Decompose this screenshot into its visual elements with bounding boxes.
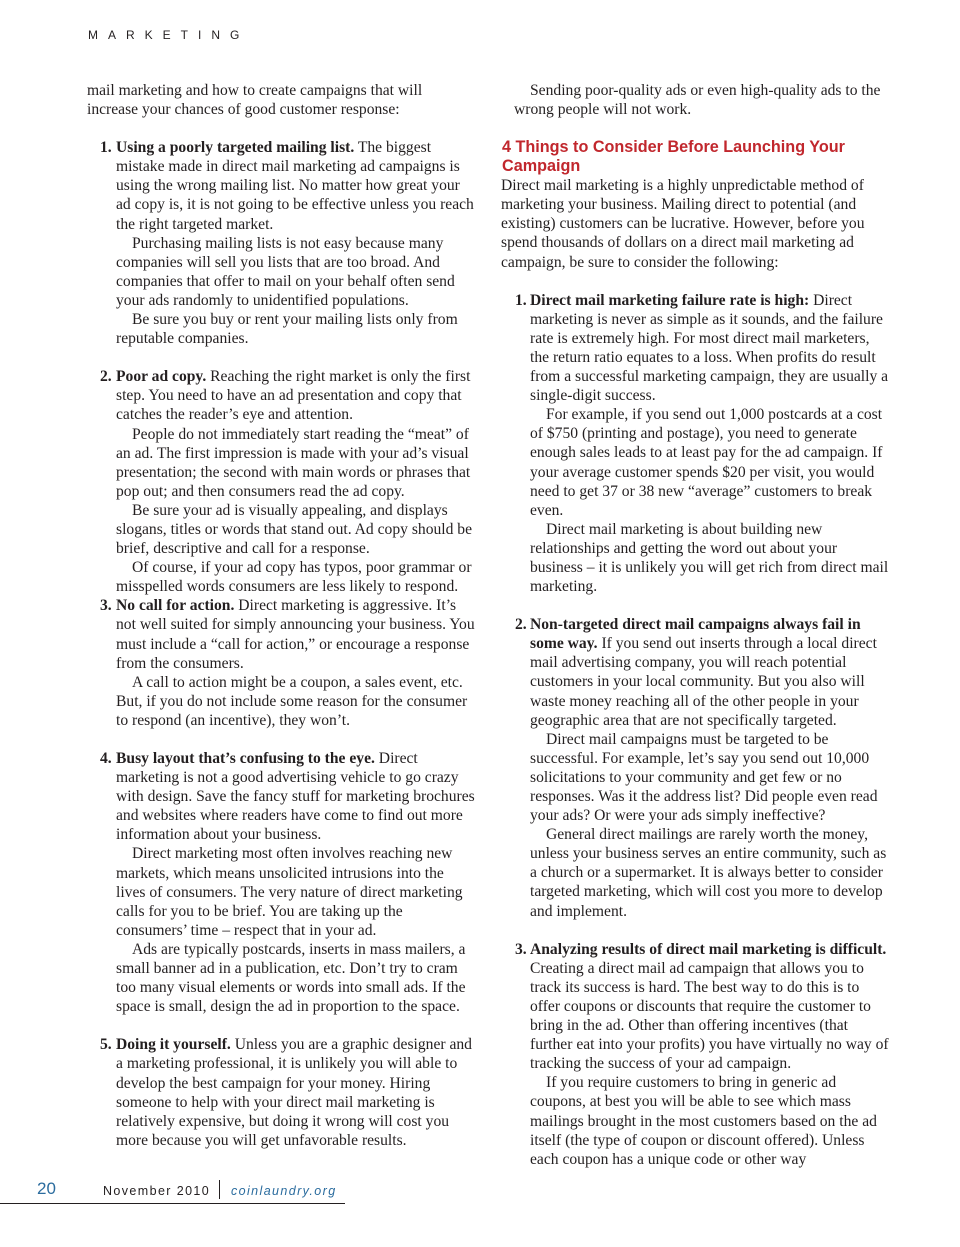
item-lead: [116, 138, 475, 233]
item-text: Unless you are a graphic designer and a marketing professional, it is unlikely you will able to develop the best campaign for your money. Hiring someone to help with your direct mail marketing is relatively expensive, but doing it wrong will cost you more because you will get unfavorable results.: [116, 1036, 472, 1149]
item-lead: [116, 749, 475, 844]
item-number: 3.: [100, 597, 112, 615]
item-title: Doing it yourself.: [116, 1036, 231, 1054]
item-text: If you send out inserts through a local direct mail advertising company, you will reach potential customers in your local community. But you also will waste money reaching all of the other people in your geographic area that are not specifically targeted.: [530, 635, 877, 729]
item-title: Poor ad copy.: [116, 368, 207, 386]
item-paragraph: For example, if you send out 1,000 postcards at a cost of $750 (printing and postage), you need to generate enough sales leads to at least pay for the ad campaign. If your average customer spends $20 per visit, you would need to get 37 or 38 new “average” customers to break even.: [530, 406, 883, 519]
item-text: Creating a direct mail ad campaign that allows you to track its success is hard. The best way to do this is to offer coupons or discounts that require the customer to bring in the ad. Other than offering incentives (that further eat into your profits) you have virtually no way of tracking the success of your ad campaign.: [530, 959, 889, 1073]
item-lead: [116, 367, 475, 424]
item-title: Analyzing results of direct mail marketing is difficult.: [530, 940, 887, 958]
item-paragraph: Direct marketing most often involves reaching new markets, which means unsolicited intrusions into the lives of consumers. The very nature of direct marketing calls for you to be brief. You are taking up the consumers’ time – respect that in your ad.: [116, 845, 463, 939]
left-list-item-3: [87, 596, 475, 730]
footer-date: November 2010: [103, 1184, 211, 1198]
item-number: 5.: [100, 1036, 112, 1054]
left-column: [87, 81, 475, 1150]
item-text: The biggest mistake made in direct mail marketing ad campaigns is using the wrong mailing list. No matter how great your ad copy is, it is not going to be effective unless you reach the right targeted market.: [116, 139, 474, 233]
item-paragraph: General direct mailings are rarely worth the money, unless your business serves an entire community, such as a church or a supermarket. It is always better to consider targeted marketing, which will cost you more to develop and implement.: [530, 826, 887, 920]
right-column: [501, 81, 891, 1169]
left-list-item-1: [87, 138, 475, 348]
item-number: 1.: [515, 291, 527, 309]
left-list-item-5: [87, 1035, 475, 1150]
footer-rule: [0, 1203, 345, 1204]
item-title: Non-targeted direct mail campaigns always fail in some way.: [530, 616, 861, 653]
left-intro: mail marketing and how to create campaigns that will increase your chances of good customer response:: [87, 82, 423, 119]
item-number: 2.: [100, 368, 112, 386]
item-lead: [530, 940, 891, 1074]
item-text: Reaching the right market is only the first step. You need to have an ad presentation and copy that catches the reader’s eye and attention.: [116, 368, 471, 424]
item-paragraph: Direct mail campaigns must be targeted to be successful. For example, let’s say you send out 10,000 solicitations to your community and get few or no responses. Was it the address list? Did people even read your ads? Or were your ads simply ineffective?: [530, 730, 878, 825]
subhead: 4 Things to Consider Before Launching Your Campaign: [502, 138, 845, 176]
item-lead: [116, 596, 475, 672]
item-paragraph: Be sure you buy or rent your mailing lists only from reputable companies.: [116, 311, 458, 348]
item-text: Direct marketing is not a good advertising vehicle to go crazy with design. Save the fancy stuff for marketing brochures and websites where readers have come to find out more information about your business.: [116, 750, 475, 844]
right-intro: Sending poor-quality ads or even high-quality ads to the wrong people will not work.: [514, 82, 881, 119]
right-list-item-2: [501, 615, 891, 921]
item-title: Using a poorly targeted mailing list.: [116, 139, 355, 157]
page-number: 20: [37, 1179, 56, 1198]
item-text: Direct marketing is aggressive. It’s not well suited for simply announcing your business. You must include a “call for action,” or encourage a response from the consumers.: [116, 597, 475, 672]
footer-separator: [219, 1180, 220, 1199]
item-paragraph: A call to action might be a coupon, a sales event, etc. But, if you do not include some reason for the consumer to respond (an incentive), they won’t.: [116, 673, 468, 729]
item-paragraph: People do not immediately start reading the “meat” of an ad. The first impression is made with your ad’s visual presentation; the second with main words or phrases that pop out; and then consumers read the ad copy.: [116, 425, 471, 500]
item-text: Direct marketing is never as simple as it sounds, and the failure rate is extremely high. For most direct mail marketers, the return ratio equates to a loss. When profits do result from a successful marketing campaign, they are usually a single-digit success.: [530, 291, 889, 405]
right-list-item-1: [501, 291, 891, 597]
item-number: 2.: [515, 616, 527, 634]
item-lead: [530, 615, 891, 730]
footer-site-link[interactable]: coinlaundry.org: [231, 1184, 337, 1198]
item-title: Busy layout that’s confusing to the eye.: [116, 750, 375, 767]
item-paragraph: Purchasing mailing lists is not easy because many companies will sell you lists that are too broad. And companies that offer to mail on your behalf often send your ads randomly to unidentified populations.: [116, 234, 455, 309]
item-paragraph: Be sure your ad is visually appealing, and displays slogans, titles or words that stand out. Ad copy should be brief, descriptive and call for a response.: [116, 501, 473, 558]
item-lead: [530, 291, 891, 406]
item-paragraph: If you require customers to bring in generic ad coupons, at best you will be able to see which mass mailings brought in the most customers based on the ad itself (the type of coupon or discount offered). Unless each coupon has a unique code or other way: [530, 1074, 877, 1168]
right-lead: Direct mail marketing is a highly unpredictable method of marketing your business. Mailing direct to potential (and existing) customers can be lucrative. However, before you spend thousands of dollars on a direct mail marketing ad campaign, be sure to consider the following:: [501, 177, 865, 271]
right-list-item-3: [501, 940, 891, 1169]
item-number: 4.: [100, 750, 112, 767]
item-lead: [116, 1035, 475, 1150]
item-number: 1.: [100, 139, 112, 157]
item-paragraph: Direct mail marketing is about building new relationships and getting the word out about your business – it is unlikely you will get rich from direct mail marketing.: [530, 520, 889, 596]
left-list-item-2: [87, 367, 475, 596]
item-paragraph: Of course, if your ad copy has typos, poor grammar or misspelled words consumers are less likely to respond.: [116, 559, 472, 596]
left-list-item-4: [87, 749, 475, 1016]
section-header: MARKETING: [88, 28, 250, 42]
item-paragraph: Ads are typically postcards, inserts in mass mailers, a small banner ad in a publication, etc. Don’t try to cram too many visual elements or words into small ads. If the space is small, design the ad in proportion to the space.: [116, 940, 466, 1016]
item-title: Direct mail marketing failure rate is high:: [530, 291, 810, 309]
item-number: 3.: [515, 940, 527, 958]
item-title: No call for action.: [116, 597, 235, 615]
